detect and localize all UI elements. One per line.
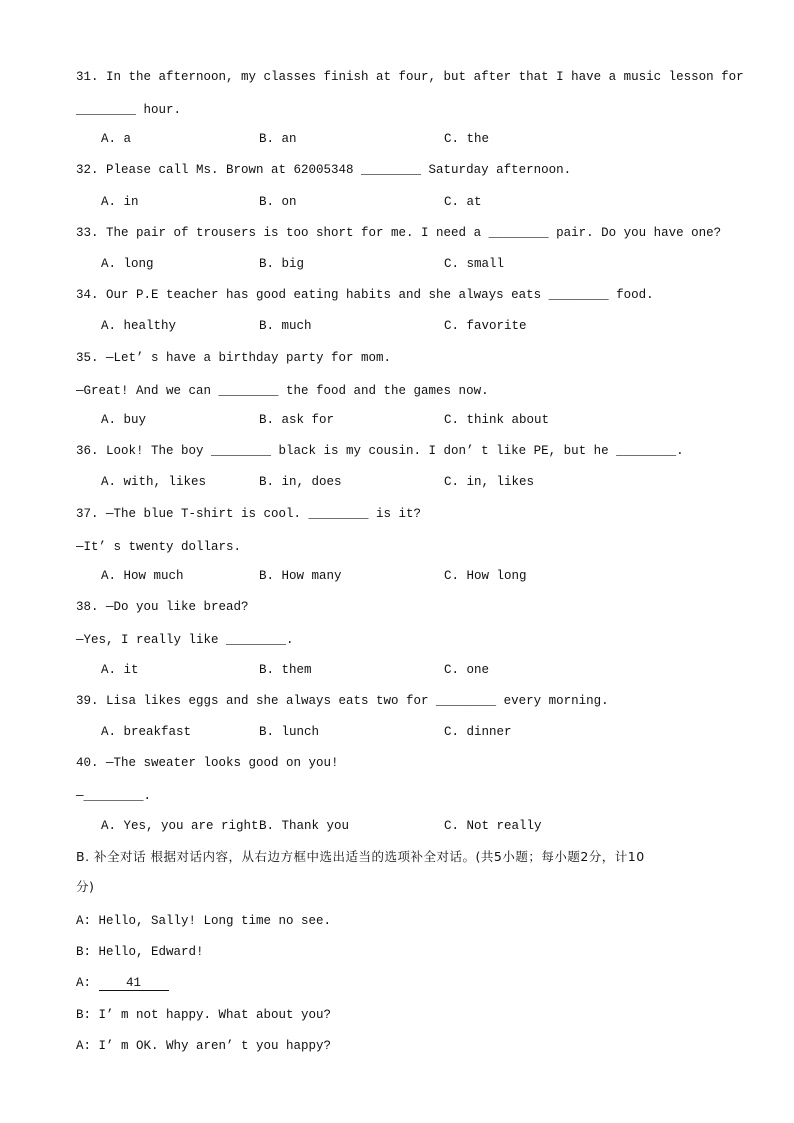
option-c: C. at [444,195,482,209]
option-c: C. dinner [444,725,512,739]
option-a: A. Yes, you are right [101,819,259,833]
question-36-options [101,474,741,490]
question-34-options [101,318,741,334]
question-39-options [101,724,741,740]
option-c: C. one [444,663,490,677]
option-a: A. a [101,132,132,146]
question-39-stem: 39. Lisa likes eggs and she always eats two for ________ every morning. [76,694,609,708]
option-b: B. lunch [259,725,320,739]
option-b: B. an [259,132,297,146]
question-40-options [101,818,741,834]
option-a: A. buy [101,413,147,427]
question-35-stem-cont: —Great! And we can ________ the food and the games now. [76,384,489,398]
option-c: C. favorite [444,319,527,333]
dialogue-line-3 [76,975,169,991]
option-b: B. much [259,319,312,333]
question-40-stem: 40. —The sweater looks good on you! [76,756,339,770]
question-32-options [101,194,741,210]
option-c: C. in, likes [444,475,535,489]
dialogue-line-5: A: I’ m OK. Why aren’ t you happy? [76,1039,332,1053]
option-c: C. the [444,132,490,146]
option-a: A. it [101,663,139,677]
option-b: B. ask for [259,413,335,427]
option-a: A. How much [101,569,184,583]
dialogue-line-4: B: I’ m not happy. What about you? [76,1008,332,1022]
question-31-stem: 31. In the afternoon, my classes finish at four, but after that I have a music lesson for [76,70,744,84]
section-b-instructions: B. 补全对话 根据对话内容，从右边方框中选出适当的选项补全对话。(共5小题；每小题2分，计10 [76,849,645,864]
question-37-stem-cont: —It’ s twenty dollars. [76,540,242,554]
option-a: A. with, likes [101,475,207,489]
option-b: B. on [259,195,297,209]
option-b: B. How many [259,569,342,583]
dialogue-line-2: B: Hello, Edward! [76,945,204,959]
question-35-options [101,412,741,428]
option-b: B. big [259,257,305,271]
question-31-stem-cont: ________ hour. [76,103,182,117]
option-c: C. think about [444,413,550,427]
question-38-stem: 38. —Do you like bread? [76,600,249,614]
option-b: B. in, does [259,475,342,489]
question-34-stem: 34. Our P.E teacher has good eating habits and she always eats ________ food. [76,288,654,302]
question-35-stem: 35. —Let’ s have a birthday party for mom. [76,351,392,365]
answer-blank-41: 41 [99,976,169,991]
option-b: B. Thank you [259,819,350,833]
question-36-stem: 36. Look! The boy ________ black is my cousin. I don’ t like PE, but he ________. [76,444,684,458]
question-37-stem: 37. —The blue T-shirt is cool. ________ is it? [76,507,422,521]
section-b-instructions-cont: 分) [76,879,95,894]
option-b: B. them [259,663,312,677]
question-38-options [101,662,741,678]
option-c: C. Not really [444,819,542,833]
question-33-stem: 33. The pair of trousers is too short for me. I need a ________ pair. Do you have one? [76,226,722,240]
question-38-stem-cont: —Yes, I really like ________. [76,633,294,647]
option-a: A. breakfast [101,725,192,739]
option-a: A. long [101,257,154,271]
option-c: C. small [444,257,505,271]
question-37-options [101,568,741,584]
option-a: A. healthy [101,319,177,333]
question-32-stem: 32. Please call Ms. Brown at 62005348 ________ Saturday afternoon. [76,163,572,177]
dialogue-speaker: A: [76,976,99,990]
question-31-options [101,131,741,147]
question-40-stem-cont: —________. [76,789,152,803]
question-33-options [101,256,741,272]
option-a: A. in [101,195,139,209]
dialogue-line-1: A: Hello, Sally! Long time no see. [76,914,332,928]
option-c: C. How long [444,569,527,583]
